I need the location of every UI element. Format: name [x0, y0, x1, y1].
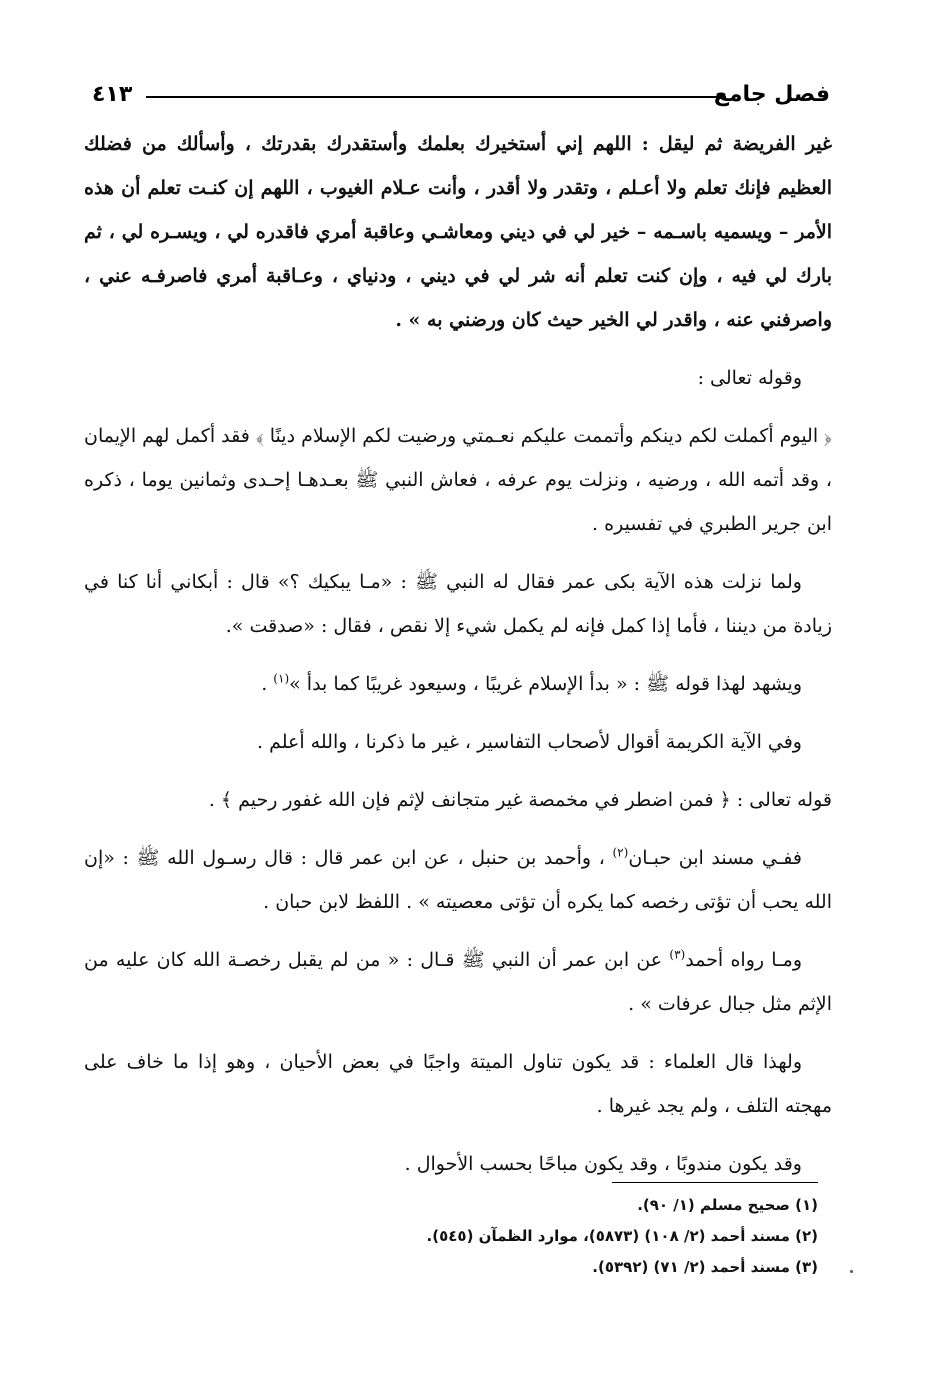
footnote-marker-2: (٢) [612, 845, 629, 860]
paragraph-umar-wept: ولما نزلت هذه الآية بكى عمر فقال له النبي ﷺ : «مـا يبكيك ؟» قال : أبكاني أنا كنا في زيادة من ديننا ، فأما إذا كمل فإنه لم يكمل شيء إلا نقص ، فقال : «صدقت ». [84, 571, 832, 637]
page-number: ٤١٣ [92, 82, 133, 107]
paragraph-text: ومـا رواه أحمد [685, 949, 802, 971]
footnote-marker-3: (٣) [669, 947, 686, 962]
paragraph-ibn-hibban [84, 836, 832, 924]
paragraph-tail: ، وأحمد بن حنبل ، عن ابن عمر قال : قال رسـول الله ﷺ : «إن الله يحب أن تؤتى رخصه كما يكره أن تؤتى معصيته » . اللفظ لابن حبان . [84, 847, 832, 913]
scan-speck [850, 1270, 853, 1273]
chapter-title: فصل جامع [713, 82, 830, 107]
footnotes [118, 1190, 818, 1283]
header-rule [146, 96, 726, 98]
paragraph-text: ففـي مسند ابن حبـان [628, 847, 802, 869]
paragraph-istikhara: غير الفريضة ثم ليقل : اللهم إني أستخيرك بعلمك وأستقدرك بقدرتك ، وأسألك من فضلك العظيم فإنك تعلم ولا أعـلم ، وتقدر ولا أقدر ، وأنت عـلام الغيوب ، اللهم إن كنـت تعلم أن هذه الأمر – ويسميه باسـمه – خير لي في ديني ومعاشـي وعاقبة أمري فاقدره لي ، ويسـره لي ، ثم بارك لي فيه ، وإن كنت تعلم أنه شر لي في ديني ، ودنياي ، وعـاقبة أمري فاصرفـه عني ، واصرفني عنه ، واقدر لي الخير حيث كان ورضني به » . [84, 133, 832, 331]
paragraph-text: ويشهد لهذا قوله ﷺ : « بدأ الإسلام غريبًا ، وسيعود غريبًا كما بدأ » [289, 673, 802, 695]
footnote-separator [612, 1182, 818, 1183]
paragraph-necessity-verse: قوله تعالى : ﴿ فمن اضطر في مخمصة غير متجانف لإثم فإن الله غفور رحيم ﴾ . [208, 789, 832, 811]
paragraph-recommended-permissible: وقد يكون مندوبًا ، وقد يكون مباحًا بحسب الأحوال . [404, 1153, 802, 1175]
paragraph-completion-verse: ﴿ اليوم أكملت لكم دينكم وأتممت عليكم نعـمتي ورضيت لكم الإسلام دينًا ﴾ فقد أكمل لهم الإيمان ، وقد أتمه الله ، ورضيه ، ونزلت يوم عرفه ، فعاش النبي ﷺ بعـدهـا إحـدى وثمانين يوما ، ذكره ابن جرير الطبري في تفسيره . [84, 425, 832, 535]
paragraph-scholars-carrion: ولهذا قال العلماء : قد يكون تناول الميتة واجبًا في بعض الأحيان ، وهو إذا ما خاف على مهجته التلف ، ولم يجد غيرها . [84, 1051, 832, 1117]
footnote-1: (١) صحيح مسلم (١/ ٩٠). [637, 1196, 818, 1214]
footnote-2: (٢) مسند أحمد (٢/ ١٠٨) (٥٨٧٣)، موارد الظمآن (٥٤٥). [426, 1227, 818, 1245]
page-body [84, 122, 832, 1186]
running-header [92, 80, 830, 116]
paragraph-islam-began-strange [84, 662, 832, 706]
paragraph-tail: . [261, 673, 274, 695]
paragraph-verse-intro: وقوله تعالى : [697, 367, 802, 389]
paragraph-ahmad-narration [84, 938, 832, 1026]
footnote-marker-1: (١) [273, 671, 290, 686]
paragraph-tail: عن ابن عمر أن النبي ﷺ قـال : « من لم يقبل رخصـة الله كان عليه من الإثم مثل جبال عرفات » . [84, 949, 832, 1015]
paragraph-tafsir-opinions: وفي الآية الكريمة أقوال لأصحاب التفاسير ، غير ما ذكرنا ، والله أعلم . [257, 731, 802, 753]
footnote-3: (٣) مسند أحمد (٢/ ٧١) (٥٣٩٢). [592, 1258, 818, 1276]
